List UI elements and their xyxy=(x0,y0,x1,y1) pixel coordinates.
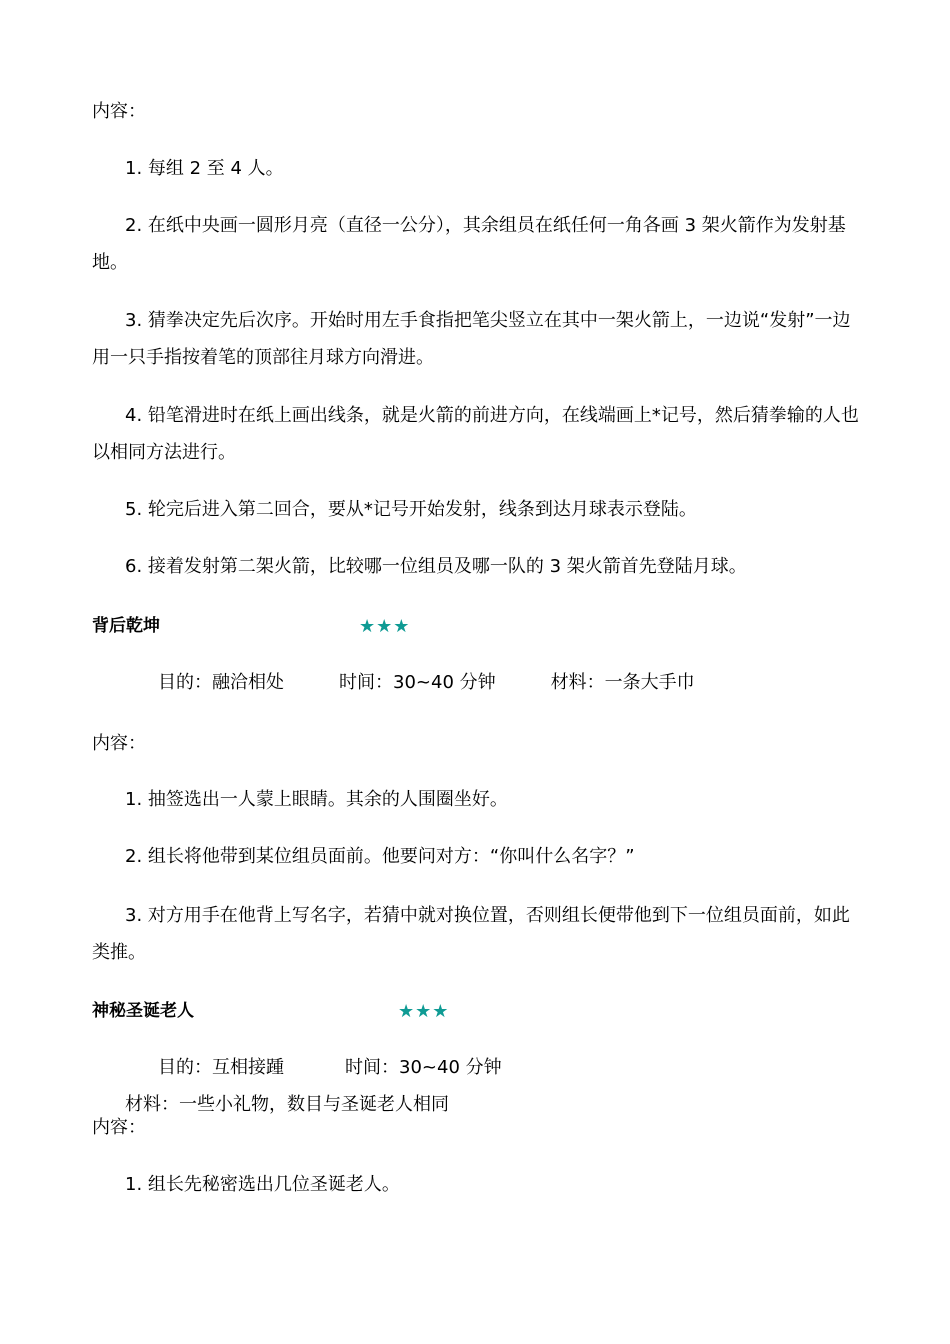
time-text: 时间：30~40 分钟 xyxy=(345,1057,502,1078)
purpose-text: 目的：互相接踵 xyxy=(158,1057,284,1078)
list-item: 2. 组长将他带到某位组员面前。他要问对方：“你叫什么名字？” xyxy=(125,846,635,867)
list-item: 1. 抽签选出一人蒙上眼睛。其余的人围圈坐好。 xyxy=(125,789,508,810)
game-title: 神秘圣诞老人 xyxy=(92,1001,194,1021)
content-label: 内容： xyxy=(92,101,146,122)
list-item: 3. 猜拳决定先后次序。开始时用左手食指把笔尖竖立在其中一架火箭上，一边说“发射”一边用一只手指按着笔的顶部往月球方向滑进。 xyxy=(92,310,851,368)
game-title: 背后乾坤 xyxy=(92,616,160,636)
list-item: 3. 对方用手在他背上写名字，若猜中就对换位置，否则组长便带他到下一位组员面前，如此类推。 xyxy=(92,905,850,963)
difficulty-stars: ★★★ xyxy=(398,1001,450,1022)
list-item: 4. 铅笔滑进时在纸上画出线条，就是火箭的前进方向，在线端画上*记号，然后猜拳输的人也以相同方法进行。 xyxy=(92,405,859,463)
time-text: 时间：30~40 分钟 xyxy=(339,672,496,693)
list-item: 1. 每组 2 至 4 人。 xyxy=(125,158,284,179)
list-item: 5. 轮完后进入第二回合，要从*记号开始发射，线条到达月球表示登陆。 xyxy=(125,499,697,520)
list-item: 6. 接着发射第二架火箭，比较哪一位组员及哪一队的 3 架火箭首先登陆月球。 xyxy=(125,556,747,577)
content-label: 内容： xyxy=(92,1117,146,1138)
purpose-text: 目的：融洽相处 xyxy=(158,672,284,693)
material-text: 材料：一条大手巾 xyxy=(550,672,695,693)
difficulty-stars: ★★★ xyxy=(359,616,411,637)
content-label: 内容： xyxy=(92,733,146,754)
list-item: 2. 在纸中央画一圆形月亮（直径一公分），其余组员在纸任何一角各画 3 架火箭作为发射基地。 xyxy=(92,215,846,273)
list-item: 1. 组长先秘密选出几位圣诞老人。 xyxy=(125,1174,400,1195)
game-meta xyxy=(92,664,864,701)
material-text: 材料：一些小礼物，数目与圣诞老人相同 xyxy=(125,1094,449,1115)
